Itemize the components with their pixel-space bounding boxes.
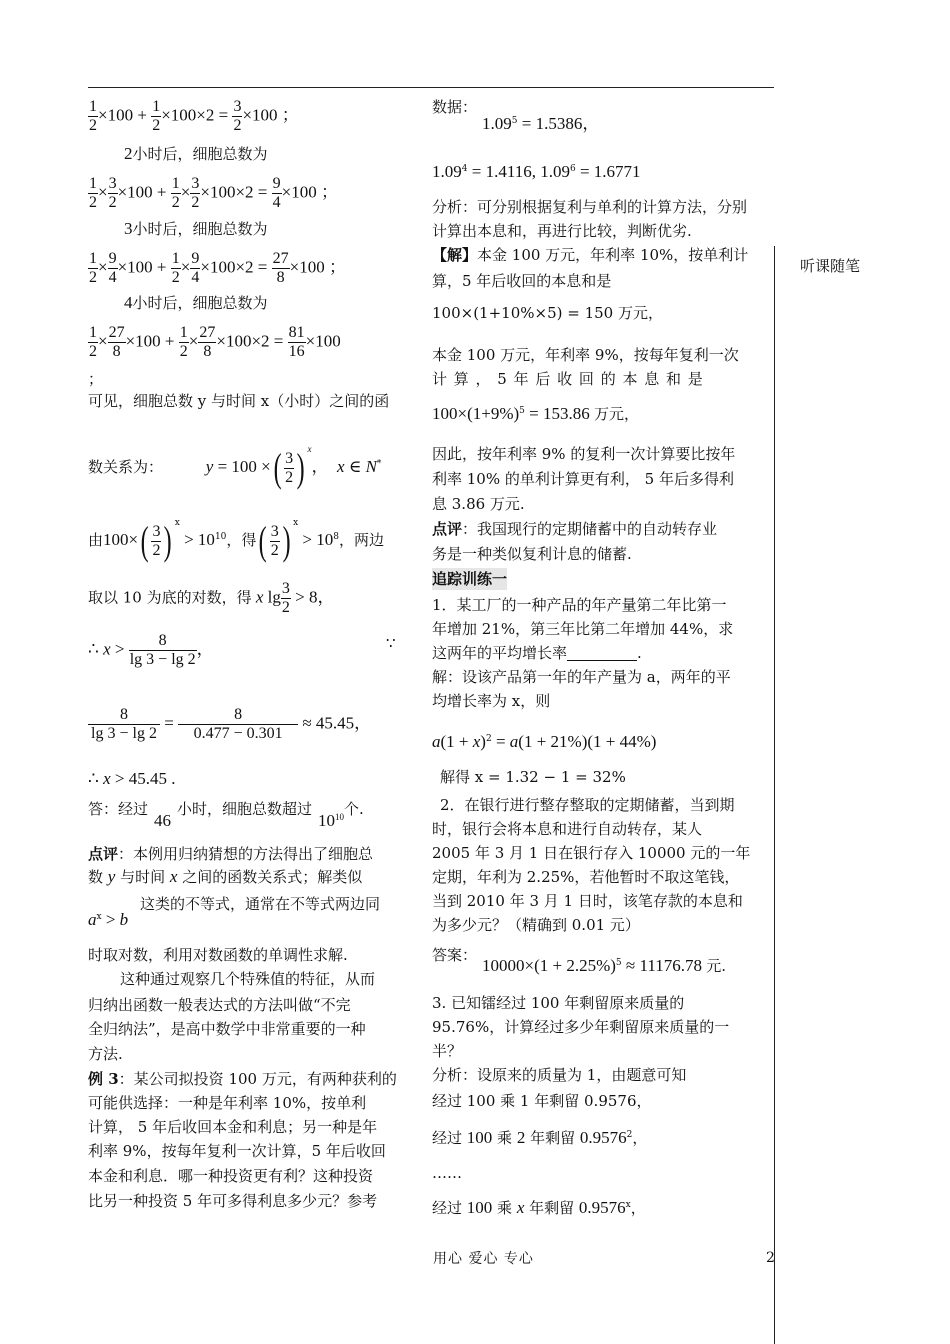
approx-line: $\frac{8}{\lg 3 - \lg 2}$ = $\frac{8}{0.477 - 0.301}$ ≈ 45.45， xyxy=(88,706,371,743)
inequality-line: 由100×( $\frac{3}{2}$ ) $^x > 10^{10}$，得( $\frac{3}{2}$ ) $^x > 10^8$，两边 xyxy=(88,518,384,563)
page-number: 2 xyxy=(766,1250,775,1266)
equation-hour-2: $\frac{1}{2}$ × $\frac{3}{2}$ ×100 + $\frac{1}{2}$ × $\frac{3}{2}$ ×100×2 = $\frac{9}{4}$ ×100 ； xyxy=(89,175,338,211)
solution-line: 【解】本金 100 万元，年利率 10%，按单利计 xyxy=(432,246,749,264)
solution-line: 算，5 年后收回的本息和是 xyxy=(432,272,612,290)
comment-line-2: 数 y 与时间 x 之间的函数关系式；解类似 xyxy=(88,867,363,886)
comment-line: 务是一种类似复利计息的储蓄. xyxy=(432,545,632,563)
question-2-line: 2．在银行进行整存整取的定期储蓄，当到期 xyxy=(440,796,735,814)
example-3-line: 本金和利息．哪一种投资更有利？这种投资 xyxy=(88,1167,374,1185)
question-3-line: 分析：设原来的质量为 1，由题意可知 xyxy=(432,1066,687,1084)
question-2-line: 2005 年 3 月 1 日在银行存入 10000 元的一年 xyxy=(432,844,751,862)
log-line: 取以 10 为底的对数，得 x lg $\frac{3}{2}$ > 8， xyxy=(88,580,335,616)
analysis-line: 计算出本息和，再进行比较，判断优劣. xyxy=(432,222,692,240)
therefore-line-2: ∴ x > 45.45 . xyxy=(88,769,176,788)
question-1-line: 均增长率为 x，则 xyxy=(432,692,551,710)
question-2-line: 时，银行会将本息和进行自动转存，某人 xyxy=(432,820,703,838)
ellipsis: …… xyxy=(432,1164,462,1182)
solution-line: 因此，按年利率 9% 的复利一次计算要比按年 xyxy=(432,445,736,463)
question-2-answer: $10000\times(1 + 2.25\%)^5 \approx 11176.78$ 元. xyxy=(482,956,727,975)
comment-line-3: 这类的不等式，通常在不等式两边同 xyxy=(140,895,381,913)
paragraph-line: 方法. xyxy=(88,1045,123,1063)
solution-line: 利率 10% 的单利计算更有利， 5 年后多得利 xyxy=(432,470,734,488)
margin-rule xyxy=(774,246,775,1344)
solution-formula: 100×(1+10%×5) = 150 万元， xyxy=(432,304,663,322)
hour-4-label: 4小时后，细胞总数为 xyxy=(124,293,268,312)
reference-data-1: $1.09^5 = 1.5386$， xyxy=(482,114,600,133)
question-1-line: 这两年的平均增长率 . xyxy=(432,644,642,662)
answer-blank xyxy=(567,646,637,661)
solution-line: 本金 100 万元，年利率 9%，按每年复利一次 xyxy=(432,346,739,364)
paragraph-line: 这种通过观察几个特殊值的特征，从而 xyxy=(120,970,376,988)
comment-line-4: 时取对数，利用对数函数的单调性求解. xyxy=(88,946,348,964)
question-1-line: 解：设该产品第一年的年产量为 a，两年的平 xyxy=(432,668,731,686)
question-2-answer-label: 答案： xyxy=(432,946,478,964)
question-2-line: 当到 2010 年 3 月 1 日时，该笔存款的本息和 xyxy=(432,892,743,910)
margin-notes-label: 听课随笔 xyxy=(800,257,861,275)
solution-formula: $100\times(1+9\%)^5 = 153.86$ 万元， xyxy=(432,404,640,423)
question-1-line: 1．某工厂的一种产品的年产量第二年比第一 xyxy=(432,596,727,614)
comment-line: 点评：我国现行的定期储蓄中的自动转存业 xyxy=(432,520,718,538)
example-3-line: 可能供选择：一种是年利率 10%，按单利 xyxy=(88,1094,367,1112)
answer-line: 答：经过46小时，细胞总数超过$10^{10}$个. xyxy=(88,800,364,830)
solution-line: 计 算 ， 5 年 后 收 回 的 本 息 和 是 xyxy=(432,370,704,388)
question-3-line: 经过 100 乘 x 年剩留 0.9576$^x$， xyxy=(432,1198,646,1217)
footer-motto: 用心 爱心 专心 xyxy=(433,1251,534,1267)
text-line: 可见，细胞总数 y 与时间 x（小时）之间的函 xyxy=(88,392,390,410)
example-3-line: 例 3：某公司拟投资 100 万元，有两种获利的 xyxy=(88,1070,397,1088)
comment-line-1: 点评：本例用归纳猜想的方法得出了细胞总 xyxy=(88,845,374,863)
example-3-line: 比另一种投资 5 年可多得利息多少元？参考 xyxy=(88,1192,378,1210)
question-3-line: 经过 100 乘 2 年剩留 0.9576$^2$， xyxy=(432,1128,648,1147)
top-rule xyxy=(88,87,774,88)
paragraph-line: 全归纳法”，是高中数学中非常重要的一种 xyxy=(88,1020,366,1038)
question-1-formula: $a(1 + x)^2 = a(1 + 21\%)(1 + 44\%)$ xyxy=(432,732,657,751)
question-3-line: 95.76%，计算经过多少年剩留原来质量的一 xyxy=(432,1018,730,1036)
question-1-result: 解得 x = 1.32 − 1 = 32% xyxy=(440,768,626,786)
section-title: 追踪训练一 xyxy=(432,570,508,588)
because-symbol: ∵ xyxy=(386,634,396,652)
therefore-line-1: ∴ x > $\frac{8}{\lg 3 - \lg 2}$ ， xyxy=(88,632,214,668)
hour-3-label: 3小时后，细胞总数为 xyxy=(124,219,268,238)
question-3-line: 经过 100 乘 1 年剩留 0.9576， xyxy=(432,1092,652,1110)
reference-data-2: $1.09^4 = 1.4116$, $1.09^6 = 1.6771$ xyxy=(432,162,641,181)
question-2-line: 为多少元？（精确到 0.01 元） xyxy=(432,916,640,934)
question-3-line: 3. 已知镭经过 100 年剩留原来质量的 xyxy=(432,994,685,1012)
semicolon: ； xyxy=(88,370,104,388)
example-3-line: 计算， 5 年后收回本金和利息；另一种是年 xyxy=(88,1118,378,1136)
question-1-line: 年增加 21%，第三年比第二年增加 44%，求 xyxy=(432,620,734,638)
comment-formula: $a^x > b$ xyxy=(88,910,129,929)
question-2-line: 定期，年利为 2.25%，若他暂时不取这笔钱， xyxy=(432,868,740,886)
analysis-line: 分析：可分别根据复利与单利的计算方法，分别 xyxy=(432,198,748,216)
equation-hour-4: $\frac{1}{2}$ × $\frac{27}{8}$ ×100 + $\frac{1}{2}$ × $\frac{27}{8}$ ×100×2 = $\frac{81}{16}$ ×100 xyxy=(89,324,341,360)
example-3-line: 利率 9%，按每年复利一次计算，5 年后收回 xyxy=(88,1142,386,1160)
solution-line: 息 3.86 万元. xyxy=(432,495,525,513)
question-3-line: 半？ xyxy=(432,1042,463,1060)
paragraph-line: 归纳出函数一般表达式的方法叫做“不完 xyxy=(88,996,351,1014)
data-label: 数据： xyxy=(432,98,478,116)
equation-hour-3: $\frac{1}{2}$ × $\frac{9}{4}$ ×100 + $\frac{1}{2}$ × $\frac{9}{4}$ ×100×2 = $\frac{27}{8}$ ×100 ； xyxy=(89,250,346,286)
hour-2-label: 2小时后，细胞总数为 xyxy=(124,144,268,163)
function-relation: 数关系为： y = 100 ×( $\frac{3}{2}$ ) $^x$， x ∈ N* xyxy=(88,444,382,490)
equation-hour-1: $\frac{1}{2}$ ×100 + $\frac{1}{2}$ ×100×2 = $\frac{3}{2}$ ×100 ； xyxy=(89,98,299,134)
